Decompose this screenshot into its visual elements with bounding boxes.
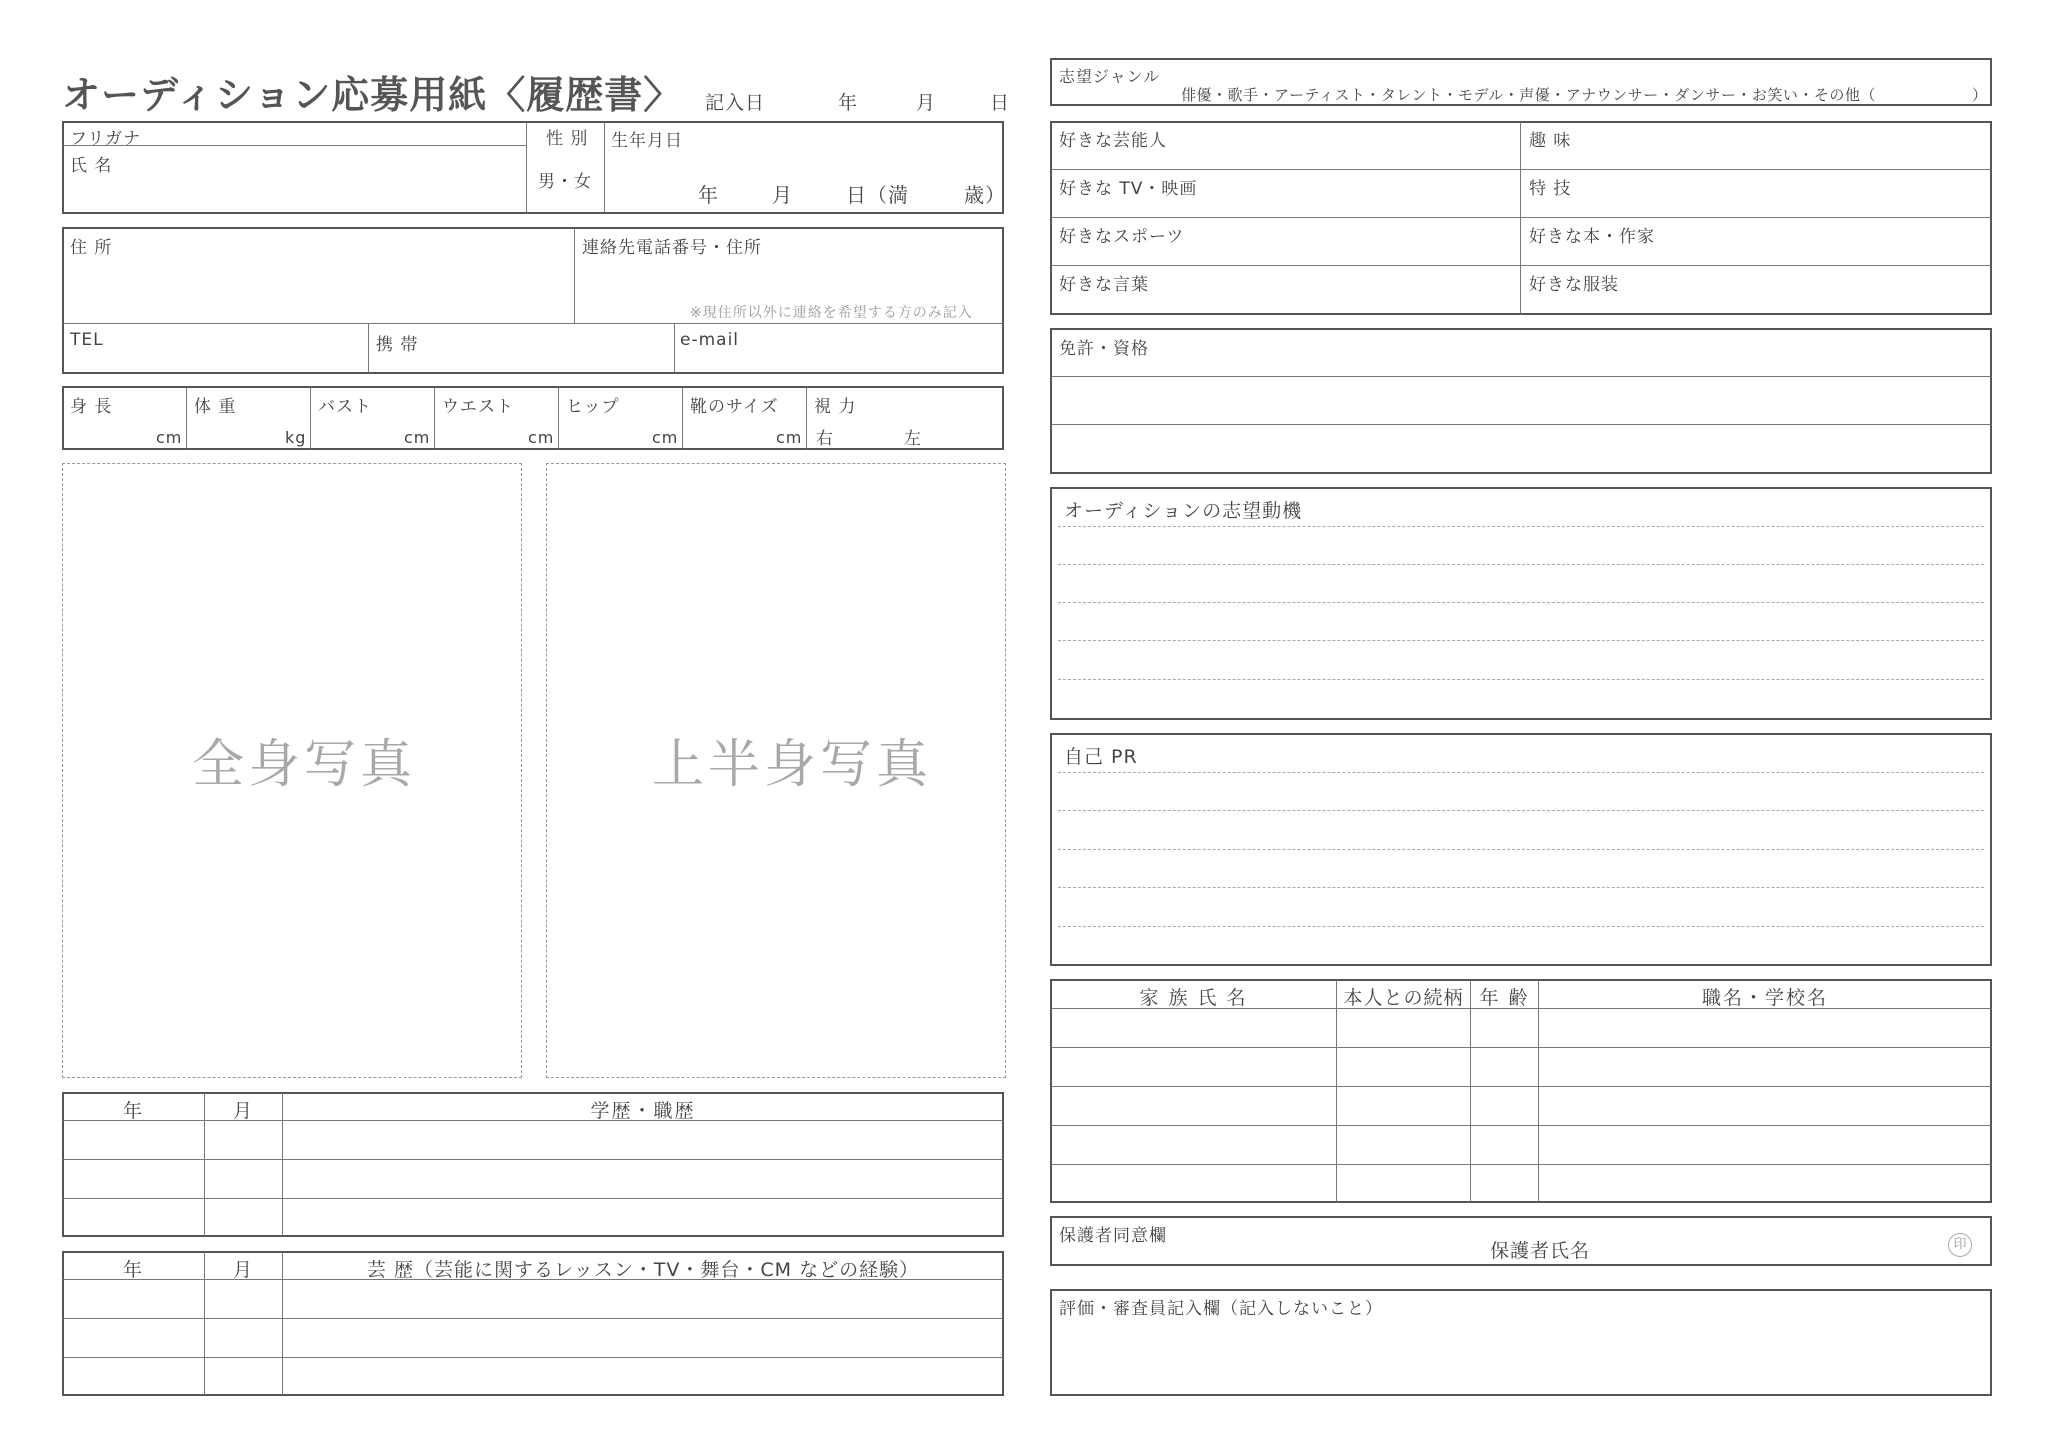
- address-label: 住 所: [70, 238, 113, 258]
- entry-date-label: 記入日: [705, 92, 766, 114]
- career-title-header: 芸 歴（芸能に関するレッスン・TV・舞台・CM などの経験）: [366, 1259, 920, 1281]
- favorites-box: [1050, 121, 1992, 315]
- education-year-header: 年: [122, 1100, 144, 1122]
- family-age-header: 年 齢: [1479, 987, 1530, 1009]
- family-table: [1050, 979, 1992, 1203]
- tel-label: TEL: [70, 330, 104, 350]
- entry-date-day: 日: [990, 92, 1011, 114]
- shoe-unit: cm: [776, 428, 803, 447]
- bust-label: バスト: [318, 397, 372, 417]
- email-label: e-mail: [680, 330, 740, 350]
- favorite-sports-label: 好きなスポーツ: [1059, 227, 1185, 247]
- education-month-header: 月: [232, 1100, 254, 1122]
- weight-unit: kg: [285, 428, 307, 447]
- mobile-label: 携 帯: [376, 335, 419, 355]
- license-label: 免許・資格: [1059, 339, 1149, 359]
- guardian-name-label: 保護者氏名: [1490, 1240, 1591, 1262]
- name-field[interactable]: [120, 148, 520, 210]
- favorite-words-label: 好きな言葉: [1059, 275, 1149, 295]
- furigana-label: フリガナ: [70, 129, 142, 149]
- favorite-book-label: 好きな本・作家: [1529, 227, 1655, 247]
- height-label: 身 長: [70, 397, 113, 417]
- hip-unit: cm: [652, 428, 679, 447]
- family-name-header: 家 族 氏 名: [1139, 987, 1248, 1009]
- height-unit: cm: [156, 428, 183, 447]
- self-pr-label: 自己 PR: [1064, 746, 1138, 768]
- family-relation-header: 本人との続柄: [1343, 987, 1464, 1009]
- genre-options[interactable]: 俳優・歌手・アーティスト・タレント・モデル・声優・アナウンサー・ダンサー・お笑い・その他（: [1181, 86, 1876, 104]
- career-year-header: 年: [122, 1259, 144, 1281]
- vision-right: 右: [816, 429, 834, 449]
- birth-age: 歳）: [964, 183, 1006, 207]
- page-title: オーディション応募用紙〈履歴書〉: [62, 73, 683, 117]
- guardian-label: 保護者同意欄: [1059, 1226, 1167, 1246]
- birth-label: 生年月日: [611, 131, 683, 151]
- skill-label: 特 技: [1529, 179, 1572, 199]
- upper-body-photo-label: 上半身写真: [652, 735, 933, 795]
- gender-options[interactable]: 男・女: [538, 172, 592, 192]
- address-field[interactable]: [70, 255, 566, 317]
- entry-date-month: 月: [916, 92, 937, 114]
- vision-left: 左: [904, 429, 922, 449]
- contact-note: ※現住所以外に連絡を希望する方のみ記入: [690, 305, 973, 321]
- shoe-label: 靴のサイズ: [690, 397, 779, 417]
- vision-label: 視 力: [814, 397, 857, 417]
- evaluation-label: 評価・審査員記入欄（記入しないこと）: [1059, 1299, 1383, 1319]
- career-month-header: 月: [232, 1259, 254, 1281]
- gender-label: 性 別: [546, 129, 589, 149]
- hip-label: ヒップ: [566, 397, 620, 417]
- favorite-clothes-label: 好きな服装: [1529, 275, 1619, 295]
- name-label: 氏 名: [70, 156, 113, 176]
- family-occupation-header: 職名・学校名: [1701, 987, 1828, 1009]
- genre-close: ）: [1972, 86, 1989, 104]
- education-title-header: 学歴・職歴: [590, 1100, 696, 1122]
- birth-month: 月: [772, 183, 793, 207]
- motive-label: オーディションの志望動機: [1064, 500, 1303, 522]
- full-body-photo-label: 全身写真: [192, 735, 417, 795]
- favorite-tv-movie-label: 好きな TV・映画: [1059, 179, 1198, 199]
- genre-label: 志望ジャンル: [1059, 67, 1161, 86]
- seal-icon: [1948, 1233, 1972, 1257]
- entry-date-year: 年: [838, 92, 859, 114]
- birth-year: 年: [698, 183, 719, 207]
- hobby-label: 趣 味: [1529, 131, 1572, 151]
- seal-label: 印: [1953, 1237, 1967, 1252]
- waist-label: ウエスト: [442, 397, 514, 417]
- license-box: [1050, 328, 1992, 474]
- weight-label: 体 重: [194, 397, 237, 417]
- birth-day: 日（満: [846, 183, 909, 207]
- waist-unit: cm: [528, 428, 555, 447]
- contact-label: 連絡先電話番号・住所: [582, 238, 762, 258]
- bust-unit: cm: [404, 428, 431, 447]
- favorite-entertainer-label: 好きな芸能人: [1059, 131, 1167, 151]
